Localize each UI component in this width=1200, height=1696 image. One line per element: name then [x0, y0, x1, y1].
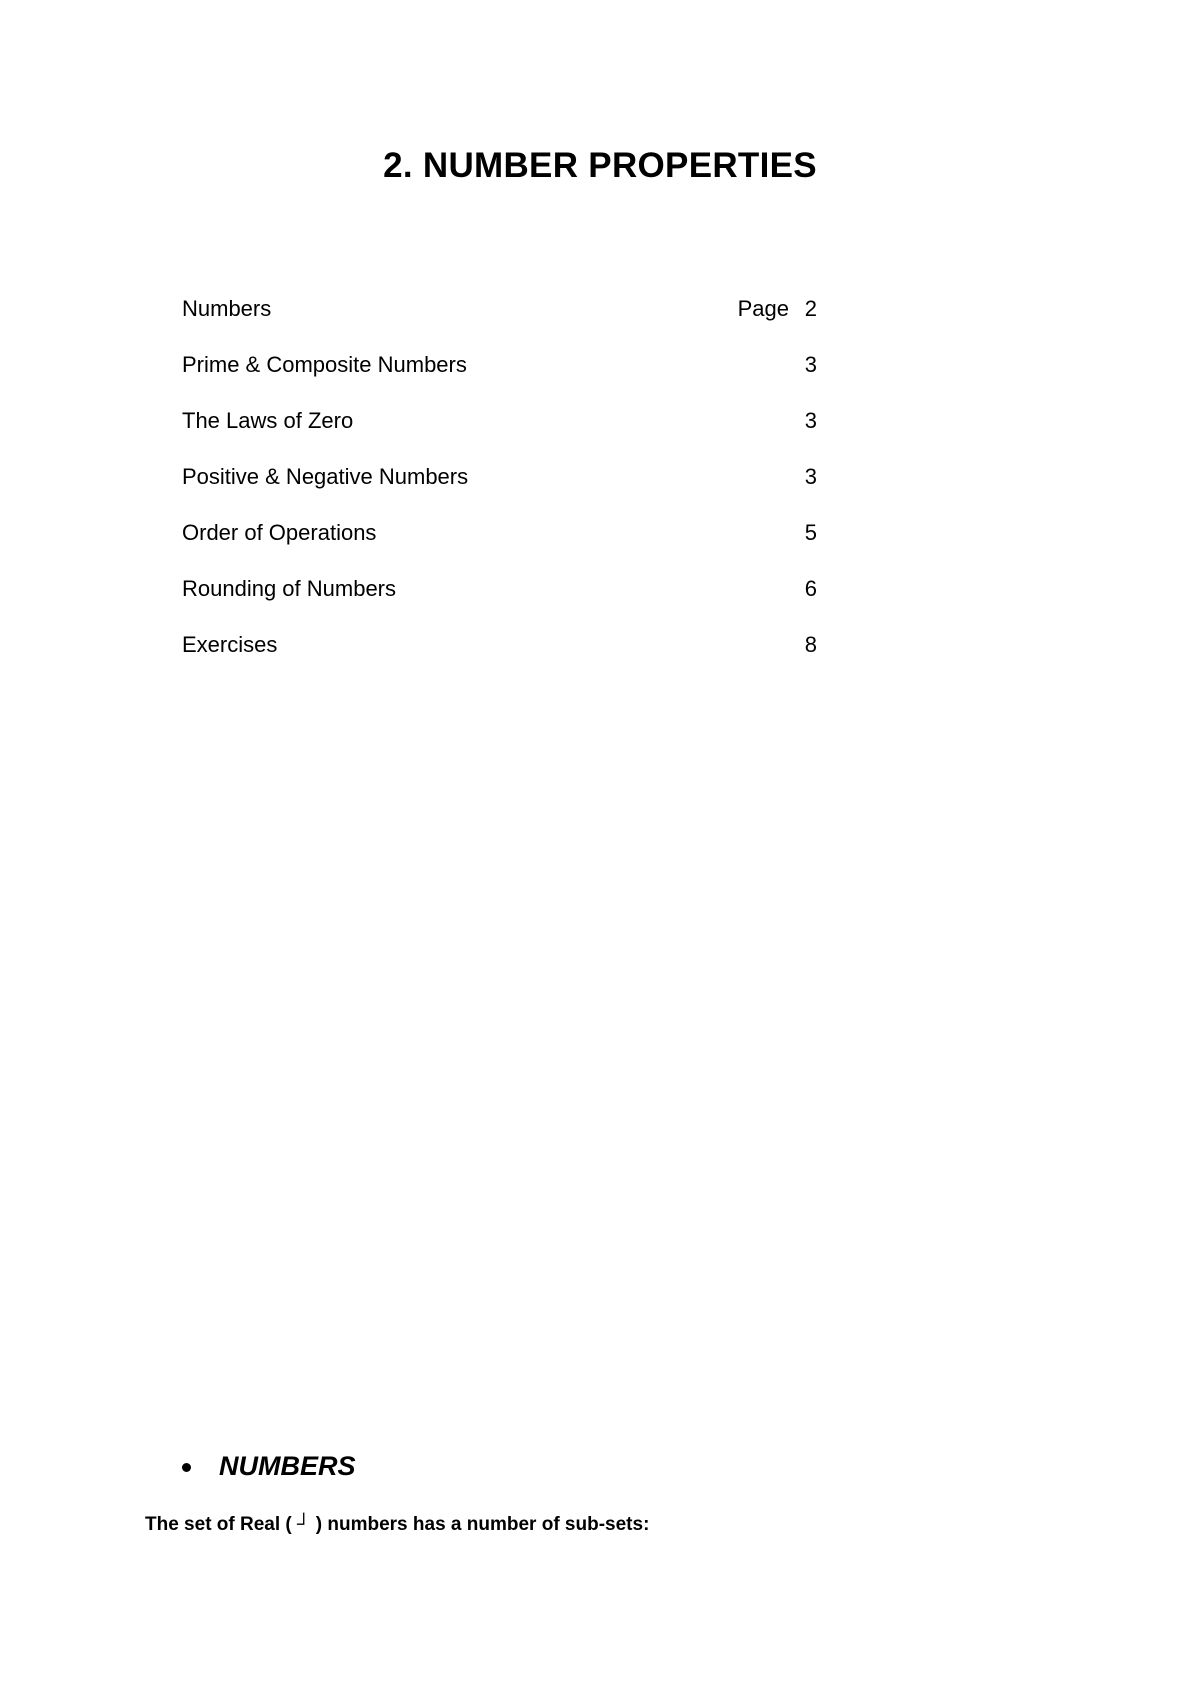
toc-page-number: 8 [804, 632, 817, 657]
toc-page-number: 2 [804, 296, 817, 321]
toc-row [182, 520, 817, 576]
toc-row [182, 576, 817, 632]
toc-label: Positive & Negative Numbers [182, 464, 469, 489]
page-title: 2. NUMBER PROPERTIES [383, 146, 817, 185]
toc-page-number: 3 [804, 408, 817, 433]
toc-row [182, 296, 817, 352]
toc-label: Numbers [182, 296, 272, 321]
toc-row [182, 352, 817, 408]
real-numbers-symbol: ┘ [297, 1514, 311, 1535]
toc-label: Order of Operations [182, 520, 377, 545]
toc-row [182, 632, 817, 688]
toc-label: Prime & Composite Numbers [182, 352, 467, 377]
toc-page-number: 5 [804, 520, 817, 545]
table-of-contents [182, 296, 817, 688]
toc-page-word: Page [737, 296, 789, 321]
toc-label: The Laws of Zero [182, 408, 354, 433]
toc-page-number: 3 [804, 464, 817, 489]
intro-text-before: The set of Real ( [145, 1514, 292, 1535]
toc-page-number: 3 [804, 352, 817, 377]
bullet-icon [182, 1463, 191, 1472]
toc-label: Exercises [182, 632, 278, 657]
toc-row [182, 464, 817, 520]
intro-paragraph [145, 1514, 649, 1536]
section-heading-text: NUMBERS [219, 1451, 356, 1481]
toc-row [182, 408, 817, 464]
toc-page-number: 6 [804, 576, 817, 601]
section-heading [182, 1451, 356, 1482]
intro-text-after: ) numbers has a number of sub-sets: [315, 1514, 650, 1535]
toc-label: Rounding of Numbers [182, 576, 397, 601]
